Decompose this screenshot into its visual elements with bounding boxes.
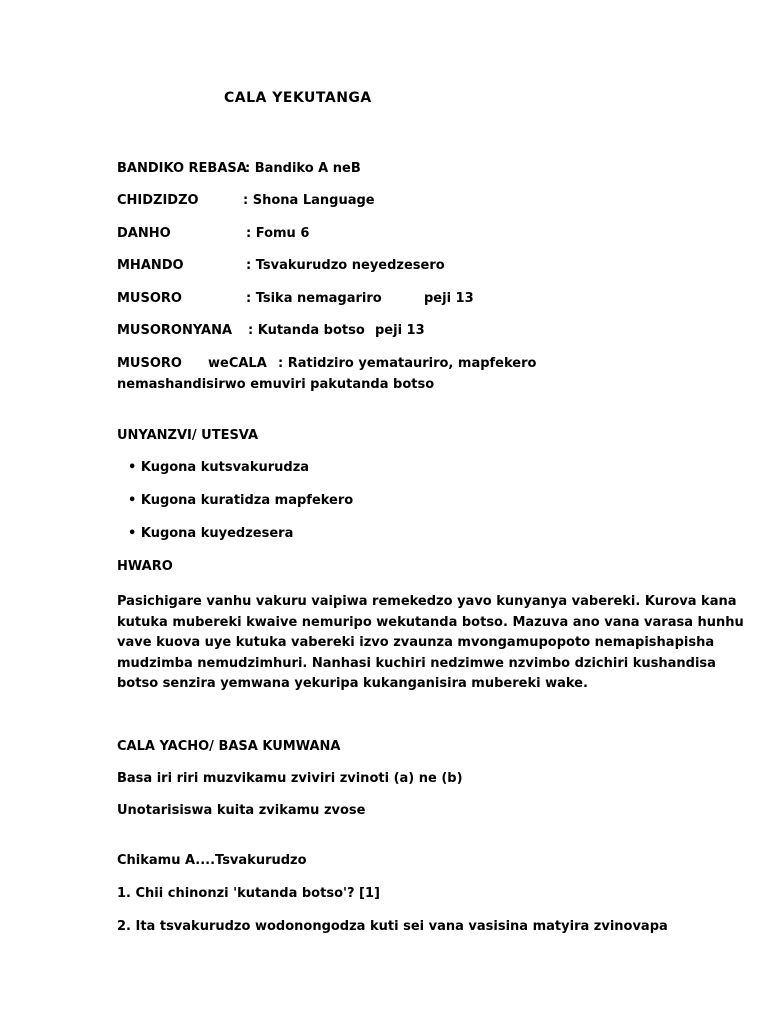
hwaro-heading: HWARO <box>117 559 173 574</box>
skill-list-item: • Kugona kuyedzesera <box>128 526 294 541</box>
bandiko-label: BANDIKO REBASA <box>117 161 247 176</box>
musoronyana-value: : Kutanda botso <box>248 323 365 338</box>
paragraph-line: Pasichigare vanhu vakuru vaipiwa remekedzo yavo kunyanya vabereki. Kurova kana <box>117 594 737 609</box>
paragraph-line: mudzimba nemudzimhuri. Nanhasi kuchiri nedzimwe nzvimbo dzichiri kushandisa <box>117 655 716 671</box>
wecala-label: weCALA <box>208 356 267 371</box>
cala-line-2: Unotarisiswa kuita zvikamu zvose <box>117 803 366 818</box>
musoro-value: : Tsika nemagariro <box>246 291 382 306</box>
paragraph-line: kutuka mubereki kwaive nemuripo wekutanda botso. Mazuva ano vana varasa hunhu <box>117 614 744 630</box>
musoro-wecala-value: : Ratidziro yemataurir​o, mapfekero <box>278 356 537 371</box>
bandiko-value: : Bandiko A neB <box>245 161 361 176</box>
chikamu-heading: Chikamu A....Tsvakurudzo <box>117 853 307 868</box>
mhando-label: MHANDO <box>117 258 184 273</box>
question-1: 1. Chii chinonzi 'kutanda botso'? [1] <box>117 886 380 901</box>
mhando-value: : Tsvakurudzo neyedzesero <box>246 258 445 273</box>
danho-value: : Fomu 6 <box>246 226 310 241</box>
paragraph-line: vave kuova uye kutuka vabereki izvo zvaunza mvongamupopoto nemapishapisha <box>117 635 715 651</box>
cala-line-1: Basa iri riri muzvikamu zviviri zvinoti (a) ne (b) <box>117 771 463 786</box>
danho-label: DANHO <box>117 226 171 241</box>
musoro-wecala-label: MUSORO <box>117 356 182 371</box>
skill-list-item: • Kugona kuratidza mapfekero <box>128 493 354 508</box>
musoro-wecala-continuation: nemashandisirwo emuviri pakutanda botso <box>117 377 435 392</box>
chidzidzo-label: CHIDZIDZO <box>117 193 199 208</box>
skill-list-item: • Kugona kutsvakurudza <box>128 460 310 475</box>
skill-text: Kugona kuyedzesera <box>140 526 294 541</box>
chidzidzo-value: : Shona Language <box>243 193 375 208</box>
page-title: CALA YEKUTANGA <box>224 90 372 106</box>
skill-text: Kugona kuratidza mapfekero <box>140 493 354 508</box>
cala-heading: CALA YACHO/ BASA KUMWANA <box>117 739 341 754</box>
musoronyana-label: MUSORONYANA <box>117 323 233 338</box>
unyanzvi-heading: UNYANZVI/ UTESVA <box>117 428 259 443</box>
skill-text: Kugona kutsvakurudza <box>140 460 310 475</box>
musoro-label: MUSORO <box>117 291 182 306</box>
musoro-page: peji 13 <box>424 291 474 306</box>
musoronyana-page: peji 13 <box>375 323 425 338</box>
question-2: 2. Ita tsvakurudzo wodonongodza kuti sei vana vasisina matyira zvinovapa <box>117 919 668 934</box>
paragraph-line: botso senzira yemwana yekuripa kukanganisira mubereki wake. <box>117 676 588 692</box>
hwaro-paragraph <box>117 592 744 695</box>
